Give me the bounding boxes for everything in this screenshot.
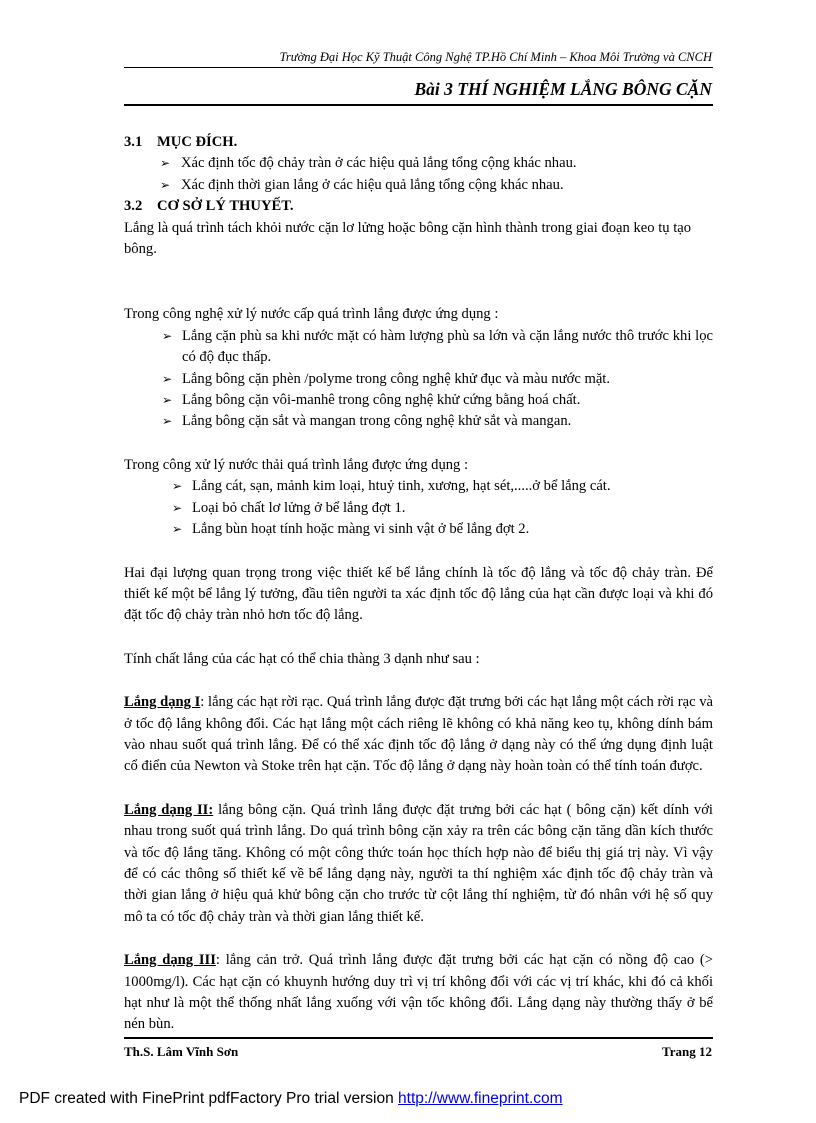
arrow-bullet-icon: ➢: [172, 500, 183, 515]
list-item: ➢ Xác định thời gian lắng ở các hiệu quả lắng tổng cộng khác nhau.: [124, 175, 713, 196]
pdf-watermark: [19, 1090, 563, 1108]
section-heading-theory: [124, 196, 713, 217]
water-supply-list: [124, 326, 713, 433]
settling-type-3: Lắng dạng III: lắng cản trở. Quá trình lắng được đặt trưng bởi các hạt cặn có nồng độ cao (> 1000mg/l). Các hạt cặn có khuynh hướng duy trì vị trí không đổi với các vị trí khác, khi đó cả khối hạt như là một thể thống nhất lắng xuống với vận tốc không đổi. Lắng dạng này thường thấy ở bể nén bùn.: [124, 952, 714, 1033]
header-divider: [124, 67, 713, 68]
arrow-bullet-icon: ➢: [162, 371, 173, 386]
footer-author: Th.S. Lâm Vĩnh Sơn: [124, 1044, 239, 1059]
page-content: [124, 132, 713, 1036]
lesson-title: Bài 3 THÍ NGHIỆM LẮNG BÔNG CẶN: [414, 79, 712, 99]
theory-intro: Lắng là quá trình tách khỏi nước cặn lơ lửng hoặc bông cặn hình thành trong giai đoạn keo tụ tạo bông.: [124, 219, 692, 258]
settling-type-label: Lắng dạng I: [124, 694, 201, 711]
list-item: ➢ Lắng bùn hoạt tính hoặc màng vi sinh vật ở bể lắng đợt 2.: [124, 519, 713, 540]
settling-type-1: Lắng dạng I: lắng các hạt rời rạc. Quá trình lắng được đặt trưng bởi các hạt lắng một cách rời rạc và ở tốc độ lắng không đổi. Các hạt lắng một cách riêng lẽ không có khả năng keo tụ, không dính bám vào nhau suốt quá trình lắng. Để có thể xác định tốc độ lắng ở dạng này có thể ứng dụng định luật cổ điển của Newton và Stoke trên hạt cặn. Tốc độ lắng ở dạng này hoàn toàn có thể tính toán được.: [124, 694, 714, 775]
list-item: ➢ Lắng cặn phù sa khi nước mặt có hàm lượng phù sa lớn và cặn lắng nước thô trước khi lọc có độ đục thấp.: [162, 327, 713, 366]
footer-divider: [124, 1037, 713, 1039]
arrow-bullet-icon: ➢: [172, 522, 183, 537]
types-intro: Tính chất lắng của các hạt có thể chia thàng 3 dạnh như sau :: [124, 650, 480, 667]
list-item: ➢ Lắng bông cặn phèn /polyme trong công nghệ khử đục và màu nước mặt.: [124, 369, 713, 390]
fineprint-link[interactable]: http://www.fineprint.com: [398, 1090, 563, 1107]
water-supply-intro: Trong công nghệ xử lý nước cấp quá trình lắng được ứng dụng :: [124, 306, 499, 323]
list-item: ➢ Lắng bông cặn sắt và mangan trong công nghệ khử sắt và mangan.: [124, 411, 713, 432]
settling-type-2: Lắng dạng II: lắng bông cặn. Quá trình lắng được đặt trưng bởi các hạt ( bông cặn) kết dính với nhau trong suốt quá trình lắng. Do quá trình bông cặn xảy ra trên các bông cặn tăng dần kích thước và tốc độ lắng tăng. Không có một công thức toán học thích hợp nào để biểu thị giá trị này. Vì vậy để có các thông số thiết kế về bể lắng dạng này, người ta thí nghiệm xác định tốc độ chảy tràn và thời gian lắng ở hiệu quả khử bông cặn cho trước từ cột lắng thí nghiệm, từ đó nhân với hệ số quy mô ta có tốc độ chảy tràn và thời gian lắng thiết kế.: [124, 801, 713, 925]
header-divider-thick: [124, 104, 713, 106]
arrow-bullet-icon: ➢: [172, 479, 183, 494]
list-item: ➢ Lắng cát, sạn, mảnh kim loại, htuỷ tinh, xương, hạt sét,.....ở bể lắng cát.: [124, 476, 713, 497]
section-number: 3.1: [124, 134, 143, 150]
arrow-bullet-icon: ➢: [162, 328, 173, 343]
wastewater-intro: Trong công xử lý nước thải quá trình lắng được ứng dụng :: [124, 456, 469, 473]
header-institution: Trường Đại Học Kỹ Thuật Công Nghệ TP.Hồ Chí Minh – Khoa Môi Trường và CNCH: [279, 50, 712, 64]
list-item: ➢ Lắng bông cặn vôi-manhê trong công nghệ khử cứng bằng hoá chất.: [124, 390, 713, 411]
settling-type-label: Lắng dạng II:: [124, 801, 214, 818]
list-item: ➢ Loại bỏ chất lơ lửng ở bể lắng đợt 1.: [124, 498, 713, 519]
arrow-bullet-icon: ➢: [162, 393, 173, 408]
purpose-list: [124, 153, 713, 196]
wastewater-list: [124, 476, 713, 540]
section-heading-purpose: [124, 132, 713, 153]
design-paragraph: Hai đại lượng quan trọng trong việc thiết kế bể lắng chính là tốc độ lắng và tốc độ chảy tràn. Để thiết kế một bể lắng lý tưởng, đầu tiên người ta xác định tốc độ lắng của hạt cần được loại và khi đó đặt tốc độ chảy tràn nhỏ hơn tốc độ lắng.: [124, 564, 713, 624]
arrow-bullet-icon: ➢: [160, 156, 171, 171]
list-item: ➢ Xác định tốc độ chảy tràn ở các hiệu quả lắng tổng cộng khác nhau.: [124, 153, 713, 174]
watermark-text: PDF created with FinePrint pdfFactory Pro trial version: [19, 1090, 399, 1107]
settling-type-label: Lắng dạng III: [124, 952, 216, 969]
arrow-bullet-icon: ➢: [162, 414, 173, 429]
section-title: MỤC ĐÍCH.: [157, 134, 238, 150]
section-title: CƠ SỞ LÝ THUYẾT.: [157, 198, 294, 215]
arrow-bullet-icon: ➢: [160, 177, 171, 192]
page-number: Trang 12: [662, 1044, 712, 1059]
section-number: 3.2: [124, 198, 143, 215]
